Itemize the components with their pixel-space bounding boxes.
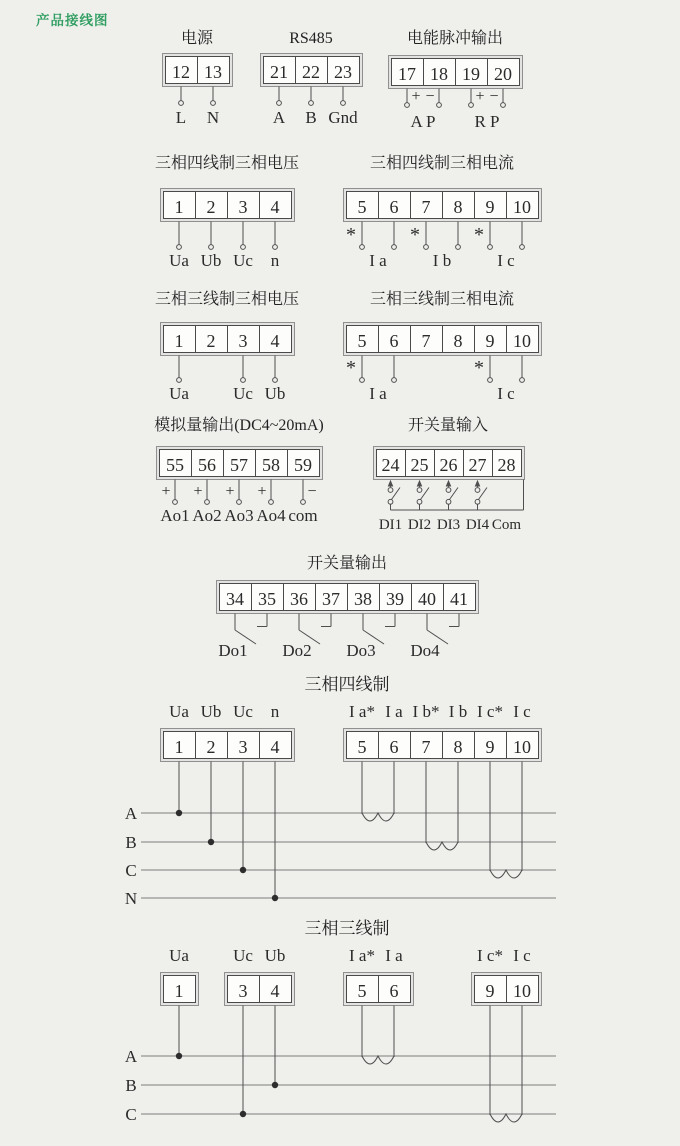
lead-terminal-circle — [392, 378, 397, 383]
terminal-number: 4 — [270, 981, 280, 1001]
pair-label: I c — [497, 251, 515, 270]
lead-label: Ao2 — [192, 506, 222, 525]
junction-dot — [272, 1082, 278, 1088]
lead-terminal-circle — [237, 500, 242, 505]
group-title: 电能脉冲输出 — [406, 30, 504, 47]
terminal-number: 9 — [485, 331, 495, 351]
switch-contact-circle — [417, 499, 422, 504]
terminal-number: 3 — [238, 197, 248, 217]
group-title: 三相三线制三相电压 — [154, 291, 300, 308]
terminal-number: 35 — [258, 589, 276, 609]
terminal-top-label: Ub — [200, 702, 222, 721]
junction-dot — [208, 839, 214, 845]
lead-terminal-circle — [205, 500, 210, 505]
ct-coil — [362, 1056, 394, 1064]
polarity-star: * — [346, 357, 356, 379]
lead-terminal-circle — [469, 103, 474, 108]
terminal-number: 3 — [238, 331, 248, 351]
bus-label: B — [125, 833, 137, 852]
do-label: Do3 — [346, 641, 376, 660]
polarity-star: * — [474, 224, 484, 246]
lead-label: Ao3 — [224, 506, 254, 525]
terminal-number: 27 — [468, 455, 487, 475]
lead-terminal-circle — [301, 500, 306, 505]
lead-terminal-circle — [277, 101, 282, 106]
terminal-number: 6 — [389, 737, 399, 757]
terminal-top-label: n — [270, 702, 280, 721]
bus-label: B — [125, 1076, 137, 1095]
switch-contact-circle — [388, 488, 393, 493]
lead-terminal-circle — [488, 378, 493, 383]
terminal-number: 38 — [354, 589, 372, 609]
lead-label: Ub — [200, 251, 222, 270]
group-title: 开关量输入 — [407, 417, 489, 434]
diagram-title: 三相四线制 — [304, 675, 390, 694]
di-label: DI2 — [407, 517, 432, 533]
lead-label: Ao4 — [256, 506, 286, 525]
terminal-number: 21 — [270, 62, 288, 82]
pair-label: I c — [497, 384, 515, 403]
junction-dot — [176, 810, 182, 816]
group-pulse-output — [389, 29, 523, 131]
up-arrow-icon — [475, 480, 481, 487]
lead-terminal-circle — [456, 245, 461, 250]
group-current-4wire — [344, 154, 542, 270]
polarity-sign: + — [411, 88, 421, 105]
terminal-number: 39 — [386, 589, 404, 609]
terminal-number: 40 — [418, 589, 436, 609]
do-label: Do1 — [218, 641, 248, 660]
terminal-number: 5 — [357, 737, 367, 757]
lead-label: Uc — [233, 251, 253, 270]
terminal-top-label: Ua — [169, 702, 189, 721]
group-title: 三相四线制三相电压 — [154, 155, 300, 172]
lead-terminal-circle — [273, 245, 278, 250]
up-arrow-icon — [417, 480, 423, 487]
group-voltage-3wire — [155, 290, 299, 403]
group-current-3wire — [344, 290, 542, 403]
lead-label: n — [270, 251, 280, 270]
group-digital-output — [217, 554, 479, 660]
terminal-number: 23 — [334, 62, 352, 82]
up-arrow-icon — [446, 480, 452, 487]
diagram-title: 三相三线制 — [304, 919, 390, 938]
terminal-number: 6 — [389, 981, 399, 1001]
lead-terminal-circle — [360, 378, 365, 383]
pair-label: I a — [369, 384, 387, 403]
lead-label: Ao1 — [160, 506, 190, 525]
terminal-number: 7 — [421, 737, 431, 757]
lead-label: Uc — [233, 384, 253, 403]
terminal-number: 24 — [381, 455, 400, 475]
terminal-number: 22 — [302, 62, 320, 82]
terminal-number: 6 — [389, 331, 399, 351]
lead-terminal-circle — [177, 378, 182, 383]
terminal-number: 25 — [410, 455, 429, 475]
terminal-top-label: Uc — [233, 702, 253, 721]
junction-dot — [240, 867, 246, 873]
group-title: 三相三线制三相电流 — [369, 291, 515, 308]
lead-label: L — [175, 108, 187, 127]
lead-terminal-circle — [273, 378, 278, 383]
lead-terminal-circle — [360, 245, 365, 250]
group-title: 模拟量输出(DC4~20mA) — [154, 417, 324, 434]
terminal-top-label: I b — [448, 702, 468, 721]
terminal-number: 12 — [172, 62, 190, 82]
terminal-number: 2 — [206, 197, 216, 217]
lead-terminal-circle — [309, 101, 314, 106]
terminal-top-label: I a — [385, 946, 403, 965]
terminal-number: 26 — [439, 455, 458, 475]
group-title: 三相四线制三相电流 — [369, 155, 515, 172]
polarity-sign: + — [475, 88, 485, 105]
terminal-number: 58 — [262, 455, 280, 475]
terminal-number: 56 — [198, 455, 216, 475]
terminal-number: 8 — [453, 737, 463, 757]
terminal-number: 34 — [226, 589, 244, 609]
polarity-sign: + — [225, 483, 235, 500]
group-rs485 — [261, 30, 363, 127]
terminal-top-label: I c — [513, 946, 531, 965]
terminal-number: 41 — [450, 589, 468, 609]
terminal-top-label: I a — [385, 702, 403, 721]
bus-label: A — [124, 1047, 138, 1066]
terminal-top-label: I a* — [349, 946, 375, 965]
terminal-number: 4 — [270, 197, 280, 217]
phase-diagram-4wire — [125, 675, 556, 908]
lead-label: A — [272, 108, 286, 127]
terminal-number: 1 — [174, 197, 184, 217]
polarity-sign: − — [425, 88, 435, 105]
terminal-number: 10 — [513, 197, 531, 217]
terminal-number: 55 — [166, 455, 184, 475]
terminal-number: 18 — [430, 64, 448, 84]
ct-coil — [490, 1114, 522, 1122]
terminal-number: 8 — [453, 331, 463, 351]
lead-terminal-circle — [341, 101, 346, 106]
polarity-star: * — [474, 357, 484, 379]
terminal-number: 7 — [421, 197, 431, 217]
ct-coil — [490, 870, 522, 878]
phase-diagram-3wire — [125, 919, 556, 1124]
lead-terminal-circle — [424, 245, 429, 250]
group-analog-output — [154, 415, 324, 525]
lead-label: Gnd — [328, 108, 358, 127]
terminal-number: 9 — [485, 981, 495, 1001]
polarity-sign: − — [307, 483, 317, 500]
lead-terminal-circle — [211, 101, 216, 106]
lead-terminal-circle — [269, 500, 274, 505]
group-title: 电源 — [180, 30, 214, 47]
terminal-number: 17 — [398, 64, 416, 84]
terminal-top-label: Uc — [233, 946, 253, 965]
terminal-number: 5 — [357, 331, 367, 351]
di-label: Com — [491, 517, 522, 533]
lead-terminal-circle — [405, 103, 410, 108]
terminal-number: 9 — [485, 197, 495, 217]
lead-terminal-circle — [520, 378, 525, 383]
terminal-number: 2 — [206, 737, 216, 757]
polarity-sign: + — [193, 483, 203, 500]
lead-terminal-circle — [179, 101, 184, 106]
junction-dot — [240, 1111, 246, 1117]
pair-label: A P — [410, 112, 436, 131]
terminal-top-label: I b* — [412, 702, 440, 721]
polarity-sign: + — [257, 483, 267, 500]
polarity-sign: + — [161, 483, 171, 500]
lead-terminal-circle — [241, 245, 246, 250]
switch-contact-circle — [446, 488, 451, 493]
terminal-number: 4 — [270, 737, 280, 757]
terminal-number: 9 — [485, 737, 495, 757]
di-label: DI4 — [465, 517, 490, 533]
polarity-sign: − — [489, 88, 499, 105]
lead-label: Ua — [169, 384, 189, 403]
lead-terminal-circle — [488, 245, 493, 250]
terminal-number: 36 — [290, 589, 308, 609]
di-label: DI3 — [436, 517, 461, 533]
do-label: Do2 — [282, 641, 312, 660]
lead-terminal-circle — [241, 378, 246, 383]
pair-label: I a — [369, 251, 387, 270]
lead-terminal-circle — [437, 103, 442, 108]
ct-coil — [426, 842, 458, 850]
lead-label: N — [206, 108, 220, 127]
up-arrow-icon — [388, 480, 394, 487]
bus-label: A — [124, 804, 138, 823]
terminal-number: 4 — [270, 331, 280, 351]
terminal-top-label: Ub — [264, 946, 286, 965]
terminal-number: 10 — [513, 981, 531, 1001]
lead-terminal-circle — [173, 500, 178, 505]
lead-label: B — [305, 108, 317, 127]
terminal-number: 28 — [497, 455, 516, 475]
terminal-top-label: I a* — [349, 702, 375, 721]
group-title: RS485 — [289, 30, 333, 47]
terminal-number: 1 — [174, 331, 184, 351]
terminal-top-label: I c* — [477, 702, 503, 721]
terminal-number: 10 — [513, 737, 531, 757]
terminal-number: 5 — [357, 197, 367, 217]
ct-coil — [362, 813, 394, 821]
switch-contact-circle — [388, 499, 393, 504]
terminal-number: 10 — [513, 331, 531, 351]
switch-contact-circle — [417, 488, 422, 493]
terminal-number: 3 — [238, 737, 248, 757]
terminal-number: 20 — [494, 64, 512, 84]
pair-label: R P — [474, 112, 500, 131]
polarity-star: * — [346, 224, 356, 246]
terminal-number: 13 — [204, 62, 222, 82]
terminal-number: 6 — [389, 197, 399, 217]
terminal-number: 5 — [357, 981, 367, 1001]
lead-terminal-circle — [392, 245, 397, 250]
group-digital-input — [374, 416, 525, 533]
switch-contact-circle — [475, 488, 480, 493]
lead-terminal-circle — [209, 245, 214, 250]
di-label: DI1 — [378, 517, 403, 533]
pair-label: I b — [432, 251, 452, 270]
terminal-top-label: I c* — [477, 946, 503, 965]
terminal-number: 2 — [206, 331, 216, 351]
terminal-top-label: Ua — [169, 946, 189, 965]
bus-label: N — [124, 889, 138, 908]
junction-dot — [176, 1053, 182, 1059]
terminal-number: 1 — [174, 981, 184, 1001]
lead-terminal-circle — [501, 103, 506, 108]
terminal-number: 3 — [238, 981, 248, 1001]
lead-label: Ua — [169, 251, 189, 270]
terminal-number: 1 — [174, 737, 184, 757]
page-title: 产品接线图 — [36, 13, 109, 28]
lead-terminal-circle — [520, 245, 525, 250]
lead-label: Ub — [264, 384, 286, 403]
terminal-number: 7 — [421, 331, 431, 351]
terminal-number: 59 — [294, 455, 312, 475]
polarity-star: * — [410, 224, 420, 246]
terminal-number: 57 — [230, 455, 248, 475]
junction-dot — [272, 895, 278, 901]
bus-label: C — [125, 861, 137, 880]
terminal-number: 37 — [322, 589, 340, 609]
switch-contact-circle — [475, 499, 480, 504]
group-voltage-4wire — [155, 154, 299, 270]
lead-terminal-circle — [177, 245, 182, 250]
switch-contact-circle — [446, 499, 451, 504]
terminal-number: 8 — [453, 197, 463, 217]
do-label: Do4 — [410, 641, 440, 660]
group-power — [163, 29, 233, 127]
group-title: 开关量输出 — [306, 555, 388, 572]
terminal-number: 19 — [462, 64, 480, 84]
bus-label: C — [125, 1105, 137, 1124]
terminal-top-label: I c — [513, 702, 531, 721]
lead-label: com — [288, 506, 318, 525]
